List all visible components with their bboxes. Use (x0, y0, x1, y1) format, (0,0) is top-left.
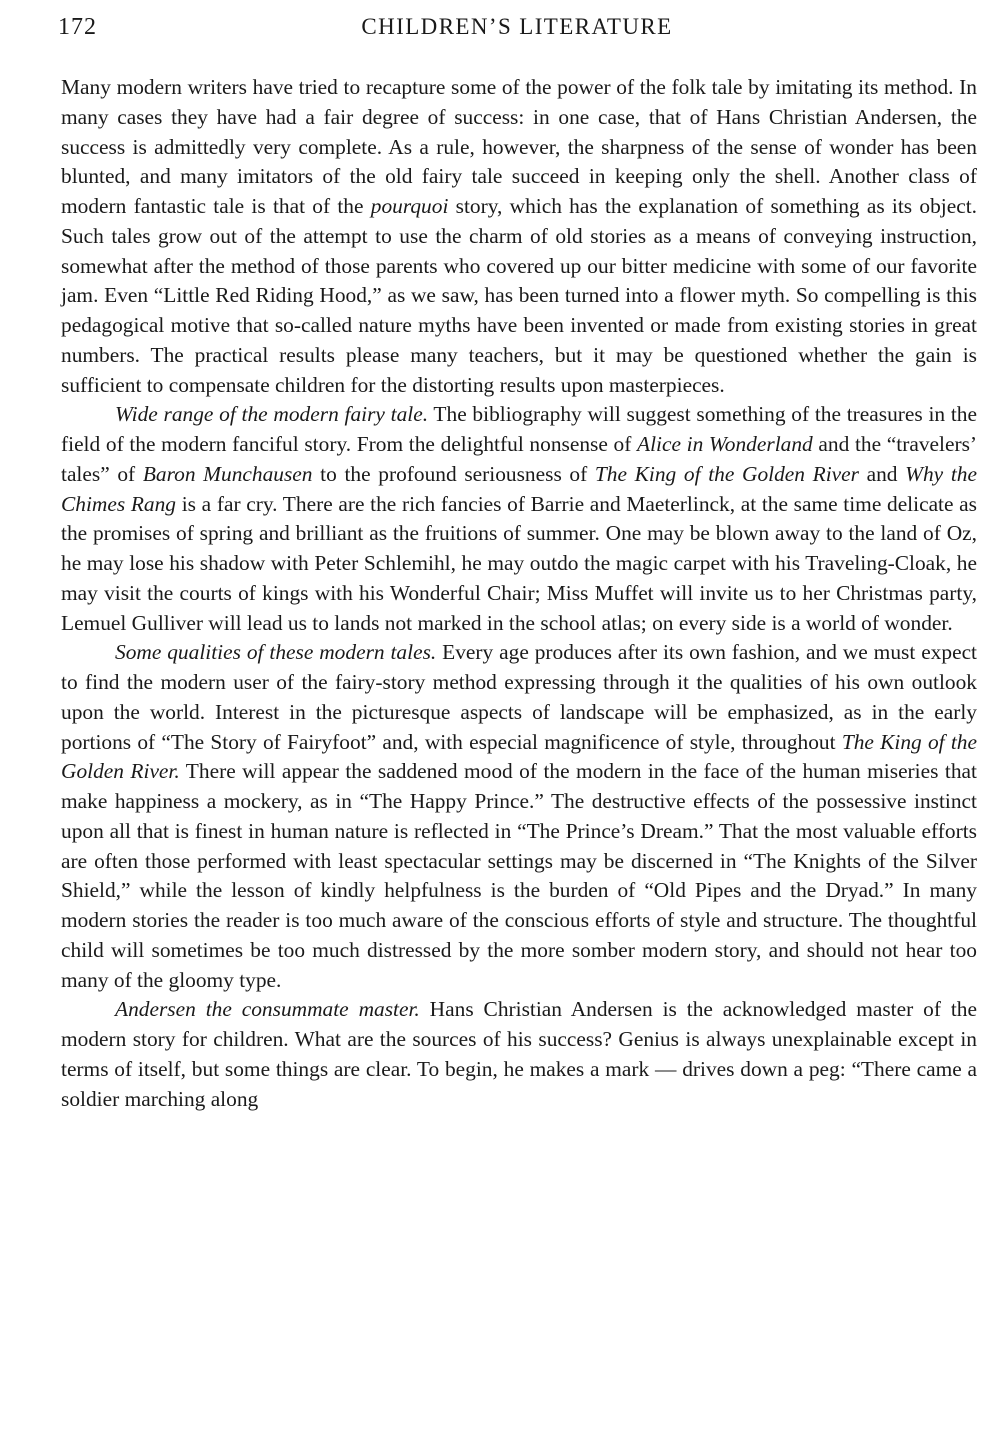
running-title: CHILDREN’S LITERATURE (361, 14, 673, 39)
text-run: is a far cry. There are the rich fancies of Barrie and Maeterlinck, at the same time delicate as the promises of spring and brilliant as the fruitions of summer. One may be blown away to the land of Oz, he may lose his shadow with Peter Schlemihl, he may outdo the magic carpet with his Traveling-Cloak, he may visit the courts of kings with his Wonderful Chair; Miss Muffet will invite us to her Christmas party, Lemuel Gulliver will lead us to lands not marked in the school atlas; on every side is a world of wonder. (61, 491, 977, 635)
italic-term: pourquoi (370, 194, 449, 218)
section-heading: Some qualities of these modern tales. (115, 640, 437, 665)
text-run: to the profound seriousness of (312, 461, 595, 486)
text-run: story, which has the explanation of something as its object. Such tales grow out of the attempt to use the charm of old stories as a means of conveying instruction, somewhat after the method of those parents who covered up our bitter medicine with some of our favorite jam. Even “Little Red Riding Hood,” as we saw, has been turned into a flower myth. So compelling is this pedagogical motive that so-called nature myths have been invented or made from existing stories in great numbers. The practical results please many teachers, but it may be questioned whether the gain is sufficient to compensate children for the distorting results upon masterpieces. (61, 194, 977, 397)
page-number: 172 (58, 14, 97, 40)
book-title: The King of the Golden River. (61, 729, 977, 784)
text-run: Every age produces after its own fashion, and we must expect to find the modern user of the fairy-story method expressing through it the qualities of his own outlook upon the world. Interest in the picturesque aspects of landscape will be emphasized, as in the early portions of “The Story of Fairyfoot” and, with especial magnificence of style, throughout (61, 640, 978, 754)
text-run: and (858, 461, 906, 486)
paragraph-wide-range (61, 400, 977, 638)
text-run: Many modern writers have tried to recapture some of the power of the folk tale by imitating its method. In many cases they have had a fair degree of success: in one case, that of Hans Christian Andersen, the success is admittedly very complete. As a rule, however, the sharpness of the sense of wonder has been blunted, and many imitators of the old fairy tale succeed in keeping only the shell. Another class of modern fantastic tale is that of the (61, 75, 977, 218)
page-header (58, 14, 976, 46)
paragraph-andersen-master (61, 995, 977, 1114)
body-text (61, 73, 977, 1114)
paragraph-folk-tale-imitation (61, 73, 977, 400)
book-title: Why the Chimes Rang (61, 461, 977, 516)
text-run: Hans Christian Andersen is the acknowledged master of the modern story for children. What are the sources of his success? Genius is always unexplainable except in terms of itself, but some things are clear. To begin, he makes a mark — drives down a peg: “There came a soldier marching along (61, 997, 978, 1111)
text-run: There will appear the saddened mood of the modern in the face of the human miseries that make happiness a mockery, as in “The Happy Prince.” The destructive effects of the possessive instinct upon all that is finest in human nature is reflected in “The Prince’s Dream.” That the most valuable efforts are often those performed with least spectacular settings may be discerned in “The Knights of the Silver Shield,” while the lesson of kindly helpfulness is the burden of “Old Pipes and the Dryad.” In many modern stories the reader is too much aware of the conscious efforts of style and structure. The thoughtful child will sometimes be too much distressed by the more somber modern story, and should not hear too many of the gloomy type. (61, 759, 977, 992)
text-run: The bibliography will suggest something of the treasures in the field of the modern fanciful story. From the delightful nonsense of (61, 402, 977, 456)
text-run: and the “travelers’ tales” of (61, 432, 978, 486)
section-heading: Andersen the consummate master. (115, 997, 420, 1022)
paragraph-some-qualities (61, 638, 977, 995)
book-title: The King of the Golden River (594, 461, 859, 486)
section-heading: Wide range of the modern fairy tale. (115, 402, 429, 427)
book-title: Alice in Wonderland (637, 432, 813, 456)
book-title: Baron Munchausen (142, 461, 313, 486)
